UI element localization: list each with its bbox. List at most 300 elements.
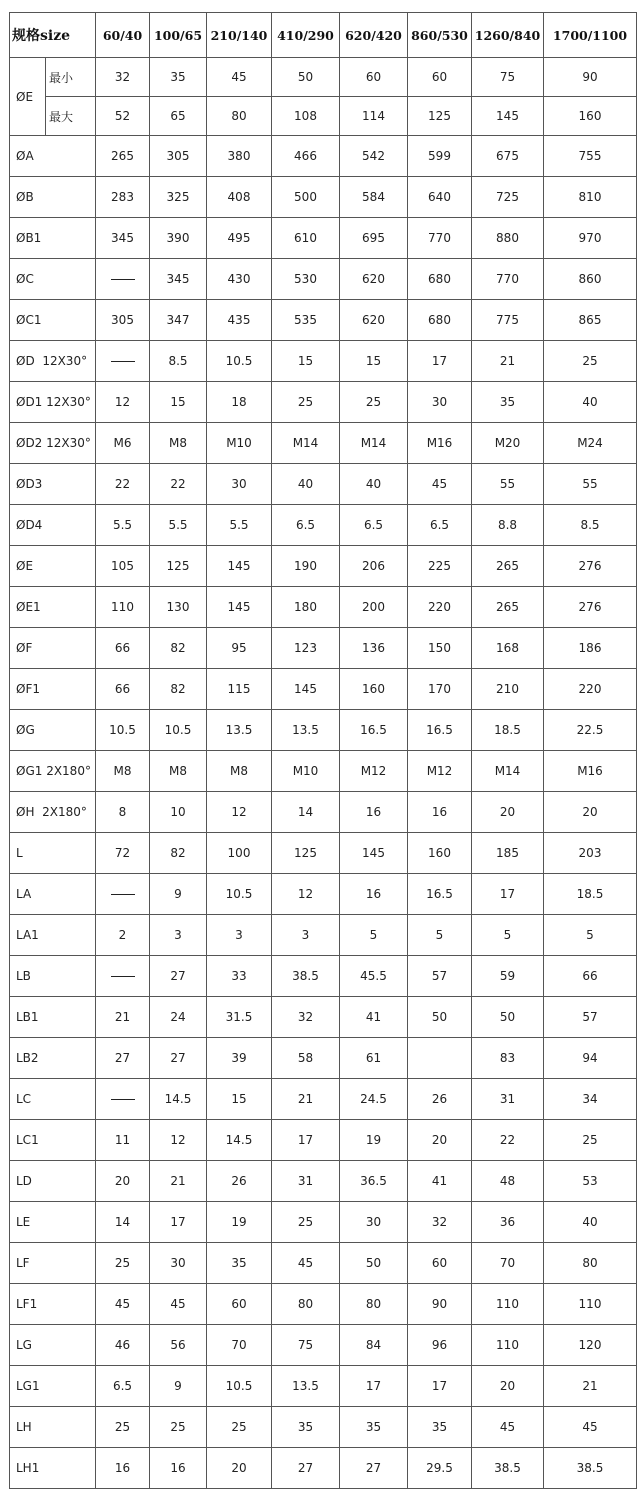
table-cell: 206 <box>340 546 408 587</box>
row-label: LB <box>10 956 96 997</box>
table-cell: 168 <box>472 628 544 669</box>
table-cell: 84 <box>340 1325 408 1366</box>
table-cell: 220 <box>544 669 637 710</box>
table-cell: 21 <box>96 997 150 1038</box>
table-row <box>10 1284 637 1325</box>
table-cell: 25 <box>272 1202 340 1243</box>
table-cell: 45 <box>150 1284 207 1325</box>
table-cell: 24 <box>150 997 207 1038</box>
table-cell: 21 <box>150 1161 207 1202</box>
table-cell: M16 <box>408 423 472 464</box>
column-header: 1260/840 <box>472 13 544 58</box>
column-header: 620/420 <box>340 13 408 58</box>
table-cell: 105 <box>96 546 150 587</box>
table-cell: 305 <box>96 300 150 341</box>
column-header: 410/290 <box>272 13 340 58</box>
row-label: ØB1 <box>10 218 96 259</box>
row-label: LH1 <box>10 1448 96 1489</box>
table-cell: 6.5 <box>340 505 408 546</box>
table-row <box>10 136 637 177</box>
table-cell: 430 <box>207 259 272 300</box>
table-cell: 125 <box>408 97 472 136</box>
table-cell: 13.5 <box>272 710 340 751</box>
table-cell: 12 <box>150 1120 207 1161</box>
table-row <box>10 1325 637 1366</box>
table-cell: 435 <box>207 300 272 341</box>
table-cell: 13.5 <box>272 1366 340 1407</box>
table-cell: 59 <box>472 956 544 997</box>
table-cell: 14 <box>272 792 340 833</box>
table-cell: 15 <box>150 382 207 423</box>
table-row <box>10 1120 637 1161</box>
table-cell: M8 <box>150 423 207 464</box>
table-cell: 18 <box>207 382 272 423</box>
table-cell: 3 <box>272 915 340 956</box>
table-cell: M14 <box>272 423 340 464</box>
table-cell: M24 <box>544 423 637 464</box>
table-cell: 56 <box>150 1325 207 1366</box>
table-row <box>10 58 637 97</box>
table-row <box>10 1243 637 1284</box>
table-cell: 80 <box>544 1243 637 1284</box>
table-cell: 35 <box>272 1407 340 1448</box>
table-cell: 33 <box>207 956 272 997</box>
table-cell: 200 <box>340 587 408 628</box>
table-cell: 345 <box>96 218 150 259</box>
table-cell: 45 <box>207 58 272 97</box>
row-label: LG <box>10 1325 96 1366</box>
table-cell: 80 <box>207 97 272 136</box>
table-row <box>10 833 637 874</box>
table-cell: 680 <box>408 300 472 341</box>
table-cell: 45 <box>272 1243 340 1284</box>
table-row <box>10 1407 637 1448</box>
table-cell: 26 <box>408 1079 472 1120</box>
table-cell: 542 <box>340 136 408 177</box>
table-row <box>10 915 637 956</box>
row-label: LG1 <box>10 1366 96 1407</box>
table-cell: M14 <box>472 751 544 792</box>
table-cell: M20 <box>472 423 544 464</box>
table-cell: 12 <box>207 792 272 833</box>
table-cell: 810 <box>544 177 637 218</box>
table-row <box>10 751 637 792</box>
table-cell: 145 <box>472 97 544 136</box>
header-row <box>10 13 637 58</box>
row-label: ØH 2X180° <box>10 792 96 833</box>
table-cell: 50 <box>272 58 340 97</box>
table-row <box>10 341 637 382</box>
table-cell: 19 <box>207 1202 272 1243</box>
table-cell: 55 <box>472 464 544 505</box>
table-cell: 145 <box>207 546 272 587</box>
table-cell: 58 <box>272 1038 340 1079</box>
table-cell: 25 <box>207 1407 272 1448</box>
table-cell: 32 <box>408 1202 472 1243</box>
table-cell: 31 <box>472 1079 544 1120</box>
table-cell: 16 <box>408 792 472 833</box>
blank-cell <box>96 259 150 300</box>
table-cell: 265 <box>472 546 544 587</box>
row-label: ØB <box>10 177 96 218</box>
blank-cell <box>96 874 150 915</box>
table-cell: 970 <box>544 218 637 259</box>
row-label: ØG <box>10 710 96 751</box>
table-cell: 10 <box>150 792 207 833</box>
table-cell: 17 <box>408 1366 472 1407</box>
table-cell: 10.5 <box>207 874 272 915</box>
table-cell: 41 <box>408 1161 472 1202</box>
table-cell: 27 <box>150 1038 207 1079</box>
table-cell: 57 <box>408 956 472 997</box>
table-cell: 32 <box>272 997 340 1038</box>
table-row <box>10 1161 637 1202</box>
table-cell: 210 <box>472 669 544 710</box>
row-label: LB2 <box>10 1038 96 1079</box>
table-cell: 48 <box>472 1161 544 1202</box>
row-label: LB1 <box>10 997 96 1038</box>
column-header: 860/530 <box>408 13 472 58</box>
table-row <box>10 97 637 136</box>
table-cell: 775 <box>472 300 544 341</box>
row-label: LH <box>10 1407 96 1448</box>
table-cell: 390 <box>150 218 207 259</box>
table-cell: 180 <box>272 587 340 628</box>
table-cell: 27 <box>96 1038 150 1079</box>
table-cell: 408 <box>207 177 272 218</box>
table-cell: 55 <box>544 464 637 505</box>
table-cell: 16.5 <box>408 710 472 751</box>
table-cell: 620 <box>340 259 408 300</box>
table-cell: 225 <box>408 546 472 587</box>
table-cell: 82 <box>150 833 207 874</box>
table-cell: 145 <box>340 833 408 874</box>
table-cell: 110 <box>544 1284 637 1325</box>
table-cell: 30 <box>150 1243 207 1284</box>
table-cell: 20 <box>544 792 637 833</box>
table-cell: 70 <box>207 1325 272 1366</box>
table-cell: 27 <box>272 1448 340 1489</box>
table-cell: 82 <box>150 669 207 710</box>
table-cell: 6.5 <box>272 505 340 546</box>
table-cell: 66 <box>544 956 637 997</box>
subrow-label: 最小 <box>46 58 96 97</box>
table-row <box>10 997 637 1038</box>
table-cell: 8 <box>96 792 150 833</box>
blank-dash <box>111 976 135 977</box>
table-cell: 26 <box>207 1161 272 1202</box>
table-cell: 17 <box>272 1120 340 1161</box>
table-cell: 16 <box>150 1448 207 1489</box>
table-cell: 52 <box>96 97 150 136</box>
table-cell: 203 <box>544 833 637 874</box>
row-label: L <box>10 833 96 874</box>
table-cell: 61 <box>340 1038 408 1079</box>
table-cell: 21 <box>472 341 544 382</box>
table-cell: 60 <box>207 1284 272 1325</box>
table-cell: 20 <box>472 1366 544 1407</box>
table-cell: 15 <box>207 1079 272 1120</box>
table-cell: 25 <box>96 1407 150 1448</box>
table-cell: 136 <box>340 628 408 669</box>
table-cell: M14 <box>340 423 408 464</box>
table-cell: 46 <box>96 1325 150 1366</box>
table-cell: 66 <box>96 669 150 710</box>
table-cell: 108 <box>272 97 340 136</box>
row-label: LF1 <box>10 1284 96 1325</box>
table-cell: 35 <box>472 382 544 423</box>
table-cell: 14 <box>96 1202 150 1243</box>
table-cell: 5.5 <box>96 505 150 546</box>
table-cell: 599 <box>408 136 472 177</box>
table-cell: 345 <box>150 259 207 300</box>
table-cell: 18.5 <box>472 710 544 751</box>
table-cell: 25 <box>544 341 637 382</box>
table-cell: 80 <box>340 1284 408 1325</box>
table-cell: 83 <box>472 1038 544 1079</box>
table-cell: 90 <box>544 58 637 97</box>
table-cell: 22.5 <box>544 710 637 751</box>
table-cell: 17 <box>472 874 544 915</box>
table-cell: 10.5 <box>150 710 207 751</box>
table-cell: 160 <box>408 833 472 874</box>
row-label: ØA <box>10 136 96 177</box>
table-cell: 21 <box>272 1079 340 1120</box>
subrow-label: 最大 <box>46 97 96 136</box>
table-cell: 50 <box>408 997 472 1038</box>
table-cell: 114 <box>340 97 408 136</box>
table-cell: 185 <box>472 833 544 874</box>
row-label: ØC1 <box>10 300 96 341</box>
table-cell: 80 <box>272 1284 340 1325</box>
table-cell: 17 <box>340 1366 408 1407</box>
table-cell: 95 <box>207 628 272 669</box>
table-cell: 25 <box>272 382 340 423</box>
row-label: LD <box>10 1161 96 1202</box>
table-cell: 125 <box>272 833 340 874</box>
table-cell: 100 <box>207 833 272 874</box>
table-cell: 3 <box>207 915 272 956</box>
table-cell: 680 <box>408 259 472 300</box>
blank-cell <box>96 1079 150 1120</box>
table-cell: 11 <box>96 1120 150 1161</box>
table-cell: 865 <box>544 300 637 341</box>
table-cell: 325 <box>150 177 207 218</box>
table-row <box>10 505 637 546</box>
table-row <box>10 956 637 997</box>
table-cell: 60 <box>408 1243 472 1284</box>
table-cell: 18.5 <box>544 874 637 915</box>
table-cell: 66 <box>96 628 150 669</box>
table-cell: 41 <box>340 997 408 1038</box>
table-cell: 31.5 <box>207 997 272 1038</box>
table-cell: 145 <box>272 669 340 710</box>
row-label: LE <box>10 1202 96 1243</box>
table-cell: 24.5 <box>340 1079 408 1120</box>
table-cell: 15 <box>340 341 408 382</box>
table-cell: 265 <box>96 136 150 177</box>
column-header: 210/140 <box>207 13 272 58</box>
table-row <box>10 423 637 464</box>
table-cell: 17 <box>150 1202 207 1243</box>
table-cell: 10.5 <box>207 1366 272 1407</box>
column-header: 100/65 <box>150 13 207 58</box>
table-cell: 36.5 <box>340 1161 408 1202</box>
table-row <box>10 1202 637 1243</box>
table-cell: 45 <box>96 1284 150 1325</box>
table-cell: 20 <box>207 1448 272 1489</box>
table-cell: 2 <box>96 915 150 956</box>
table-cell: 15 <box>272 341 340 382</box>
table-cell: 35 <box>150 58 207 97</box>
table-cell: 130 <box>150 587 207 628</box>
table-body <box>10 58 637 1489</box>
table-cell: 16 <box>96 1448 150 1489</box>
table-cell: M10 <box>272 751 340 792</box>
table-cell: 19 <box>340 1120 408 1161</box>
table-row <box>10 464 637 505</box>
table-cell: 38.5 <box>272 956 340 997</box>
table-cell: 495 <box>207 218 272 259</box>
table-cell: 305 <box>150 136 207 177</box>
table-cell: 186 <box>544 628 637 669</box>
table-row <box>10 382 637 423</box>
table-cell: 500 <box>272 177 340 218</box>
table-cell: 16.5 <box>340 710 408 751</box>
table-cell: 22 <box>96 464 150 505</box>
table-cell: 40 <box>544 382 637 423</box>
table-cell: 265 <box>472 587 544 628</box>
table-cell: 25 <box>544 1120 637 1161</box>
table-cell: 17 <box>408 341 472 382</box>
table-cell: 22 <box>150 464 207 505</box>
table-cell: 170 <box>408 669 472 710</box>
table-cell: 755 <box>544 136 637 177</box>
row-label: ØC <box>10 259 96 300</box>
table-cell: M6 <box>96 423 150 464</box>
table-cell: 16 <box>340 874 408 915</box>
table-cell: M10 <box>207 423 272 464</box>
table-cell: 25 <box>340 382 408 423</box>
spec-table <box>9 12 637 1489</box>
table-row <box>10 1366 637 1407</box>
table-cell: 75 <box>272 1325 340 1366</box>
column-header: 60/40 <box>96 13 150 58</box>
table-cell: 45 <box>544 1407 637 1448</box>
table-cell: 57 <box>544 997 637 1038</box>
table-cell: M8 <box>207 751 272 792</box>
row-label: ØF1 <box>10 669 96 710</box>
table-cell: 14.5 <box>150 1079 207 1120</box>
table-cell: 880 <box>472 218 544 259</box>
table-cell: 50 <box>472 997 544 1038</box>
table-cell: 38.5 <box>544 1448 637 1489</box>
table-cell: 5.5 <box>207 505 272 546</box>
table-cell: 8.5 <box>544 505 637 546</box>
table-cell: 60 <box>408 58 472 97</box>
blank-dash <box>111 361 135 362</box>
table-row <box>10 792 637 833</box>
table-cell: 10.5 <box>96 710 150 751</box>
row-label: LA1 <box>10 915 96 956</box>
table-cell: 35 <box>408 1407 472 1448</box>
row-label: LC <box>10 1079 96 1120</box>
table-cell: 82 <box>150 628 207 669</box>
table-cell: 725 <box>472 177 544 218</box>
table-cell: 27 <box>340 1448 408 1489</box>
table-cell: 125 <box>150 546 207 587</box>
table-row <box>10 259 637 300</box>
table-cell: 610 <box>272 218 340 259</box>
row-label: ØG1 2X180° <box>10 751 96 792</box>
table-cell: 40 <box>340 464 408 505</box>
blank-dash <box>111 1099 135 1100</box>
table-cell: 30 <box>408 382 472 423</box>
table-cell: 6.5 <box>96 1366 150 1407</box>
table-cell: 90 <box>408 1284 472 1325</box>
table-cell: 276 <box>544 587 637 628</box>
table-cell: M16 <box>544 751 637 792</box>
table-cell: 5 <box>340 915 408 956</box>
table-cell: 123 <box>272 628 340 669</box>
table-row <box>10 710 637 751</box>
table-cell: 27 <box>150 956 207 997</box>
table-cell: 36 <box>472 1202 544 1243</box>
table-cell: 8.8 <box>472 505 544 546</box>
row-group-label: ØE <box>10 58 46 136</box>
row-label: LC1 <box>10 1120 96 1161</box>
table-cell: 115 <box>207 669 272 710</box>
table-row <box>10 1448 637 1489</box>
row-label: ØE1 <box>10 587 96 628</box>
table-cell: 45 <box>408 464 472 505</box>
blank-dash <box>111 279 135 280</box>
table-cell: 860 <box>544 259 637 300</box>
table-cell: 32 <box>96 58 150 97</box>
table-row <box>10 587 637 628</box>
table-row <box>10 628 637 669</box>
table-cell: 675 <box>472 136 544 177</box>
blank-cell <box>96 956 150 997</box>
table-cell: 20 <box>408 1120 472 1161</box>
table-cell: 770 <box>408 218 472 259</box>
table-row <box>10 669 637 710</box>
table-cell: 466 <box>272 136 340 177</box>
table-cell: 25 <box>150 1407 207 1448</box>
table-cell: 283 <box>96 177 150 218</box>
table-cell: 584 <box>340 177 408 218</box>
table-cell: 35 <box>207 1243 272 1284</box>
table-cell: 380 <box>207 136 272 177</box>
table-cell: M12 <box>340 751 408 792</box>
table-row <box>10 546 637 587</box>
table-cell: 30 <box>207 464 272 505</box>
row-label: ØD 12X30° <box>10 341 96 382</box>
table-cell: 220 <box>408 587 472 628</box>
table-cell: 12 <box>96 382 150 423</box>
table-cell: 5 <box>544 915 637 956</box>
table-cell: 34 <box>544 1079 637 1120</box>
table-cell: 20 <box>472 792 544 833</box>
table-cell: 190 <box>272 546 340 587</box>
table-cell: 72 <box>96 833 150 874</box>
table-cell: M12 <box>408 751 472 792</box>
table-row <box>10 1079 637 1120</box>
table-cell: 530 <box>272 259 340 300</box>
table-cell: 45 <box>472 1407 544 1448</box>
table-cell: 3 <box>150 915 207 956</box>
table-cell: 94 <box>544 1038 637 1079</box>
